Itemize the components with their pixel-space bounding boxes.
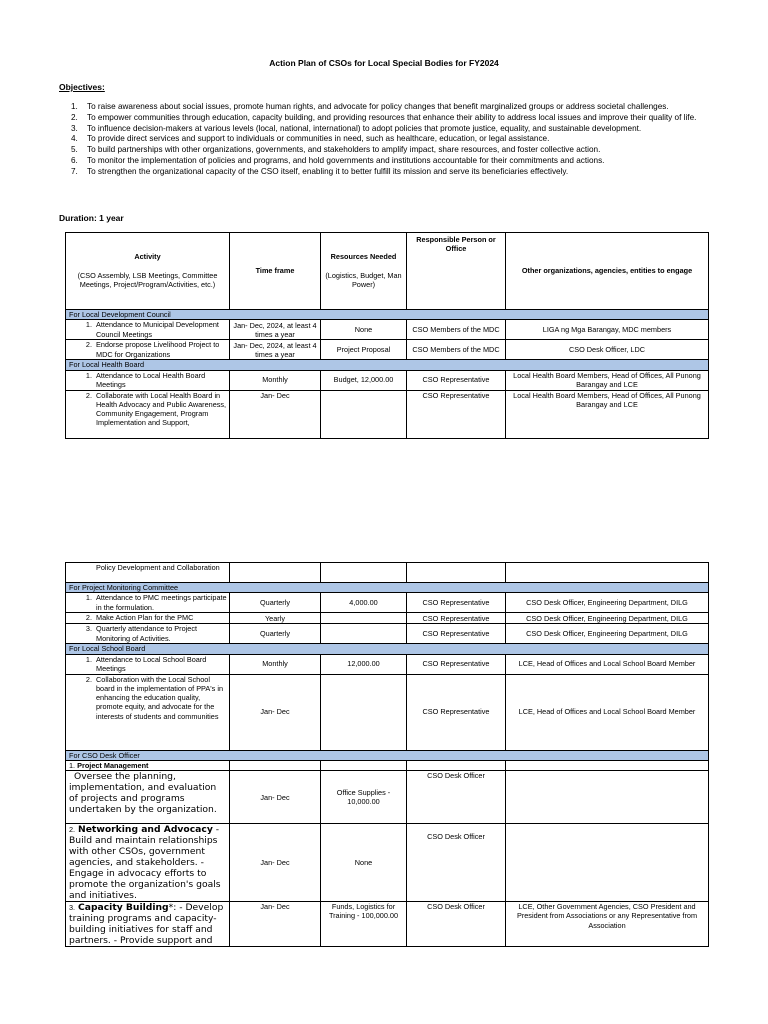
header-resources: Resources Needed (Logistics, Budget, Man Power): [321, 233, 407, 310]
table-row: 3. Capacity Building*: - Develop training programs and capacity-building initiatives for staff and partners. - Provide support and Jan- Dec Funds, Logistics for Training - 100,000.00 CSO Desk Officer LCE, Other Government Agencies, CSO President and President from Associations or any Representative from Association: [66, 902, 709, 947]
header-activity: Activity (CSO Assembly, LSB Meetings, Committee Meetings, Project/Program/Activities, etc.): [66, 233, 230, 310]
objective-item: 4. To provide direct services and support to individuals or communities in need, such as healthcare, education, or legal assistance.: [71, 134, 550, 144]
objective-item: 6. To monitor the implementation of policies and programs, and hold governments and institutions accountable for their commitments and actions.: [71, 155, 605, 165]
section-row: For Local Development Council: [66, 310, 709, 320]
objective-item: 7. To strengthen the organizational capacity of the CSO itself, enabling it to better fulfill its mission and serve its beneficiaries effectively.: [71, 166, 569, 176]
header-others: Other organizations, agencies, entities to engage: [506, 233, 709, 310]
table-row: Oversee the planning, implementation, and evaluation of projects and programs undertaken by the organization. Jan- Dec Office Supplies - 10,000.00 CSO Desk Officer: [66, 771, 709, 824]
table-row: 1. Attendance to Local Health Board Meetings Monthly Budget, 12,000.00 CSO Representative Local Health Board Members, Head of Offices, All Punong Barangay and LCE: [66, 370, 709, 390]
section-row: For Local Health Board: [66, 360, 709, 370]
table-row: 2. Make Action Plan for the PMC Yearly CSO Representative CSO Desk Officer, Engineering Department, DILG: [66, 613, 709, 624]
table-row: 2. Collaboration with the Local School board in the implementation of PPA's in enhancing the education quality, promote equity, and advocate for the interests of students and communities Jan- Dec CSO Representative LCE, Head of Offices and Local School Board Member: [66, 674, 709, 750]
section-row: For Local School Board: [66, 644, 709, 654]
table-row: 1. Attendance to Municipal Development Council Meetings Jan- Dec, 2024, at least 4 times a year None CSO Members of the MDC LIGA ng Mga Barangay, MDC members: [66, 320, 709, 340]
table-row: 2. Endorse propose Livelihood Project to MDC for Organizations Jan- Dec, 2024, at least 4 times a year Project Proposal CSO Members of the MDC CSO Desk Officer, LDC: [66, 340, 709, 360]
section-row: For Project Monitoring Committee: [66, 583, 709, 593]
document-title: Action Plan of CSOs for Local Special Bodies for FY2024: [269, 58, 499, 68]
table-row: 1. Attendance to Local School Board Meetings Monthly 12,000.00 CSO Representative LCE, Head of Offices and Local School Board Member: [66, 654, 709, 674]
table-row: 1. Attendance to PMC meetings participate in the formulation. Quarterly 4,000.00 CSO Representative CSO Desk Officer, Engineering Department, DILG: [66, 593, 709, 613]
objective-item: 2. To empower communities through education, capacity building, and providing resources that enhance their ability to address local issues and improve their quality of life.: [71, 112, 697, 122]
duration-label: Duration: 1 year: [59, 213, 124, 223]
header-responsible: Responsible Person or Office: [407, 233, 506, 310]
objective-item: 5. To build partnerships with other organizations, governments, and stakeholders to amplify impact, share resources, and foster collective action.: [71, 145, 601, 155]
table-header-row: [66, 233, 709, 310]
table-row: 3. Quarterly attendance to Project Monitoring of Activities. Quarterly CSO Representative CSO Desk Officer, Engineering Department, DILG: [66, 624, 709, 644]
table-row: 1. Project Management: [66, 760, 709, 770]
objectives-heading: Objectives:: [59, 82, 105, 92]
table-row: 2. Networking and Advocacy - Build and maintain relationships with other CSOs, government agencies, and stakeholders. - Engage in advocacy efforts to promote the organization's goals and initiatives. Jan- Dec None CSO Desk Officer: [66, 824, 709, 902]
objectives-list: [59, 102, 709, 178]
header-timeframe: Time frame: [230, 233, 321, 310]
table-row: Policy Development and Collaboration: [66, 563, 709, 583]
objective-item: 3. To influence decision-makers at various levels (local, national, international) to adopt policies that promote justice, equality, and sustainable development.: [71, 123, 642, 133]
action-plan-table-page2: [65, 562, 709, 947]
section-row: For CSO Desk Officer: [66, 750, 709, 760]
table-row: 2. Collaborate with Local Health Board in Health Advocacy and Public Awareness, Community Engagement, Program Implementation and Support, Jan- Dec CSO Representative Local Health Board Members, Head of Offices, All Punong Barangay and LCE: [66, 390, 709, 438]
objective-item: 1. To raise awareness about social issues, promote human rights, and advocate for policy changes that benefit marginalized groups or address societal challenges.: [71, 102, 669, 111]
action-plan-table-page1: [65, 232, 709, 439]
